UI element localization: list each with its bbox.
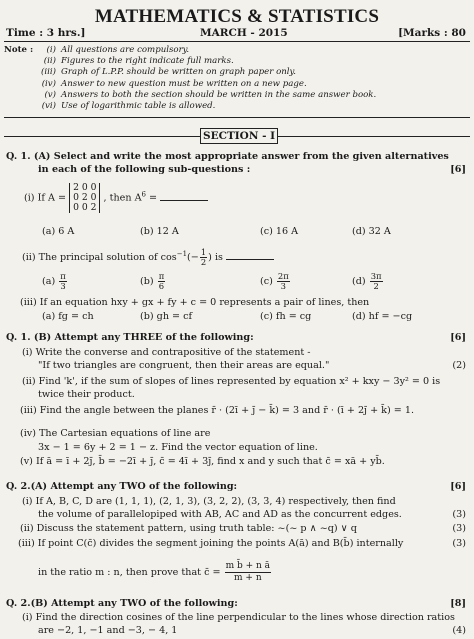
q2a-ii: (ii) Discuss the statement pattern, using truth table: ~(~ p ∧ ~q) ∨ q (20, 523, 357, 534)
q2a-heading: Q. 2.(A) Attempt any TWO of the following: (6, 481, 238, 492)
note-item: Note : (i) All questions are compulsory. (4, 45, 190, 55)
exam-date: MARCH - 2015 (200, 27, 288, 39)
q1a-i-question: (i) If A = 2 0 0 0 2 0 0 0 2 , then $A^6$ = (24, 183, 208, 213)
q2b-heading: Q. 2.(B) Attempt any TWO of the following: (6, 598, 238, 609)
section-heading: SECTION - I (200, 128, 278, 144)
note-item: (ii) Figures to the right indicate full marks. (43, 56, 234, 67)
q2a-iii-marks: (3) (452, 538, 466, 549)
q1a-heading-cont: in each of the following sub-questions : (38, 164, 251, 175)
q1b-v: (v) If ā = ī + 2j̄, b̄ = −2ī + j̄, c̄ = 4ī + 3j̄, find x and y such that c̄ = xā + yb̄. (20, 456, 385, 467)
answer-blank (226, 259, 274, 260)
q1a-iii-option-a: (a) fg = ch (42, 311, 94, 322)
marks-label: [Marks : 80 (398, 27, 466, 39)
note-item: (iv) Answer to new question must be written on a new page. (41, 78, 307, 89)
q1b-i-line1: (i) Write the converse and contrapositive of the statement - (22, 347, 311, 358)
q1a-ii-question: (ii) The principal solution of $\cos^{-1}(-$ $\frac{1}{2}$ ) is (22, 248, 274, 267)
note-label: Note : (4, 45, 34, 55)
q1a-i-option-a: (a) 6 A (42, 226, 75, 237)
ratio-fraction: $\frac{\text{m b̄ + n ā}}{m + n}$ (225, 561, 271, 583)
notes-rule (4, 117, 470, 118)
q1b-ii-line2: twice their product. (38, 389, 135, 400)
q1a-i-option-b: (b) 12 A (140, 226, 179, 237)
q1a-iii-option-c: (c) fh = cg (260, 311, 312, 322)
q1a-ii-option-d: (d) $\frac{3\pi}{2}$ (352, 271, 382, 291)
q1a-iii-option-b: (b) gh = cf (140, 311, 193, 322)
q2b-i-marks: (4) (452, 625, 466, 636)
q1b-i-line2: "If two triangles are congruent, then their areas are equal." (38, 360, 330, 371)
section-line-left (4, 136, 200, 137)
q2a-i-line1: (i) If A, B, C, D are (1, 1, 1), (2, 1, 3), (3, 2, 2), (3, 3, 4) respectively, then find (22, 496, 396, 507)
note-item: (vi) Use of logarithmic table is allowed. (41, 100, 216, 111)
q1b-iv-line2: 3x − 1 = 6y + 2 = 1 − z. Find the vector equation of line. (38, 442, 318, 453)
note-item: (iii) Graph of L.P.P. should be written on graph paper only. (41, 67, 296, 78)
paper-title: MATHEMATICS & STATISTICS (94, 6, 380, 27)
q1a-i-option-d: (d) 32 A (352, 226, 391, 237)
q2b-i-line2: are −2, 1, −1 and −3, − 4, 1 (38, 625, 178, 636)
q1a-heading: Q. 1. (A) Select and write the most appropriate answer from the given alternatives (6, 151, 449, 162)
notes-block (4, 45, 464, 112)
q1a-ii-option-c: (c) $\frac{2\pi}{3}$ (260, 271, 289, 291)
answer-blank (160, 200, 208, 201)
q1b-iii: (iii) Find the angle between the planes r̄ · (2ī + j̄ − k̄) = 3 and r̄ · (ī + 2j̄ + k̄) = 1. (20, 405, 415, 416)
q2a-i-line2: the volume of parallelopiped with AB, AC and AD as the concurrent edges. (38, 509, 402, 520)
q2a-iii-line1: (iii) If point C(c̄) divides the segment joining the points A(ā) and B(b̄) internally (18, 538, 404, 549)
q2a-ii-marks: (3) (452, 523, 466, 534)
q2b-i-line1: (i) Find the direction cosines of the line perpendicular to the lines whose direction ratios (22, 612, 455, 623)
note-item: (v) Answers to both the section should be written in the same answer book. (44, 89, 377, 100)
time-label: Time : 3 hrs.] (6, 27, 86, 39)
q1a-ii-option-b: (b) $\frac{\pi}{6}$ (140, 271, 165, 291)
q1b-i-marks: (2) (452, 360, 466, 371)
q1b-ii-line1: (ii) Find 'k', if the sum of slopes of lines represented by equation x² + kxy − 3y² = 0 is (22, 376, 441, 387)
q1a-marks: [6] (450, 164, 466, 175)
q1b-marks: [6] (450, 332, 466, 343)
q2a-i-marks: (3) (452, 509, 466, 520)
section-line-right (278, 136, 470, 137)
q2a-iii-line2: in the ratio m : n, then prove that c̄ = $\frac{\text{m b̄ + n ā}}{m + n}$ (38, 561, 271, 583)
q1a-iii-option-d: (d) hf = −cg (352, 311, 413, 322)
q1b-heading: Q. 1. (B) Attempt any THREE of the following: (6, 332, 254, 343)
matrix-a: 2 0 0 0 2 0 0 0 2 (69, 183, 100, 213)
q1b-iv-line1: (iv) The Cartesian equations of line are (20, 428, 211, 439)
q1a-ii-option-a: (a) $\frac{\pi}{3}$ (42, 271, 66, 291)
q1a-iii-question: (iii) If an equation hxy + gx + fy + c = 0 represents a pair of lines, then (20, 297, 370, 308)
q2a-marks: [6] (450, 481, 466, 492)
q2b-marks: [8] (450, 598, 466, 609)
header-rule (4, 41, 470, 42)
q1a-i-option-c: (c) 16 A (260, 226, 299, 237)
